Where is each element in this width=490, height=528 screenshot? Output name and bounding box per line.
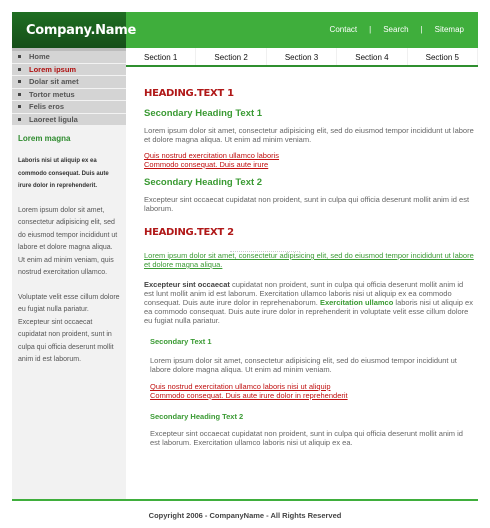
bullet-icon: [18, 93, 21, 96]
bullet-icon: [18, 68, 21, 71]
tab-section-1[interactable]: Section 1: [126, 48, 196, 65]
secondary-heading-1: Secondary Heading Text 1: [144, 108, 263, 119]
heading-2-part-a: HEADING.: [144, 227, 197, 238]
page: [12, 12, 478, 526]
paragraph-text-1: cupidatat non proident, sunt in culpa qui officia deserunt mollit anim id est lunt mollit anim id est laborum. Exercitation ullamco laboris nisi ut aliquip ex ea commodo consequat. Duis aute irure dolor in reprehenaborum.: [144, 280, 464, 307]
subsection-block: [144, 337, 474, 447]
footer-divider: [12, 499, 478, 501]
sidebar-item-tortor-metus[interactable]: [12, 89, 126, 102]
tab-section-3[interactable]: Section 3: [267, 48, 337, 65]
heading-1: [144, 88, 474, 102]
header: [12, 12, 478, 48]
secondary-heading-text-2: Secondary Heading Text 2: [150, 412, 244, 421]
section-tabs: [126, 48, 478, 67]
red-link-4[interactable]: Commodo consequat. Duis aute irure dolor in reprehenderit: [150, 391, 348, 400]
sidebar-item-label: Tortor metus: [29, 89, 75, 99]
heading-2: [144, 227, 474, 241]
nav-search-link[interactable]: Search: [383, 25, 409, 34]
top-nav: [330, 25, 464, 34]
heading-1-part-a: HEADING.: [144, 88, 197, 99]
sidebar-item-dolar-sit-amet[interactable]: [12, 76, 126, 89]
red-link-3[interactable]: Quis nostrud exercitation ullamco laboris nisi ut aliquip: [150, 382, 331, 391]
bullet-icon: [18, 80, 21, 83]
sidebar-item-label: Home: [29, 52, 50, 62]
sidebar-item-felis-eros[interactable]: [12, 101, 126, 114]
secondary-heading-2: Secondary Heading Text 2: [144, 177, 263, 188]
mixed-paragraph: [144, 280, 474, 325]
heading-1-part-b: TEXT 1: [196, 88, 234, 99]
main-content: [144, 82, 474, 447]
green-link[interactable]: Lorem ipsum dolor sit amet, consectetur adipisicing elit, sed do eiusmod tempor incididunt ut labore et dolore magna aliqua.: [144, 251, 474, 269]
paragraph-text-2: laboris nisi ut aliquip ex ea commodo consequat. Duis aute irure dolor in reprehenderit in voluptate velit esse cillum dolore eu fugiat nulla pariatur.: [144, 298, 473, 325]
bullet-icon: [18, 55, 21, 58]
nav-separator: |: [369, 25, 372, 34]
bullet-icon: [18, 105, 21, 108]
sidebar-item-label: Lorem ipsum: [29, 64, 77, 74]
sidebar: [12, 48, 126, 514]
sidebar-item-home[interactable]: [12, 51, 126, 64]
logo[interactable]: Company.Name: [12, 12, 126, 48]
sidebar-item-label: Dolar sit amet: [29, 77, 79, 87]
bullet-icon: [18, 118, 21, 121]
sidebar-item-lorem-ipsum[interactable]: [12, 64, 126, 77]
sidebar-item-label: Felis eros: [29, 102, 65, 112]
secondary-heading-text-2-body: Excepteur sint occaecat cupidatat non proident, sunt in culpa qui officia deserunt mollit anim id est laborum. Exercitation ullamco laboris nisi ut aliquip ex ea.: [150, 429, 463, 447]
nav-contact-link[interactable]: Contact: [329, 25, 358, 34]
sidebar-box-paragraph: Voluptate velit esse cillum dolore eu fugiat nulla pariatur. Excepteur sint occaecat cupidatat non proident, sunt in culpa qui officia deserunt mollit anim id est laborum.: [18, 293, 120, 363]
tab-section-2[interactable]: Section 2: [196, 48, 266, 65]
paragraph-green: Exercitation ullamco: [317, 298, 394, 307]
dotted-divider: [230, 251, 300, 252]
footer-copyright: Copyright 2006 - CompanyName - All Rights Reserved: [148, 511, 342, 520]
nav-separator: |: [420, 25, 423, 34]
sidebar-box: [12, 126, 126, 501]
secondary-text-1-heading: Secondary Text 1: [150, 337, 212, 346]
sidebar-box-paragraph: Lorem ipsum dolor sit amet, consectetur adipisicing elit, sed do eiusmod tempor incididunt ut labore et dolore magna aliqua. Ut enim ad minim veniam, quis nostrud exercitation ullamco.: [18, 206, 118, 276]
secondary-text-1-body: Lorem ipsum dolor sit amet, consectetur adipisicing elit, sed do eiusmod tempor incididunt ut labore dolore magna aliqua. Ut enim ad minim veniam.: [150, 356, 457, 374]
heading-2-part-b: TEXT 2: [196, 227, 234, 238]
secondary-body-1: Lorem ipsum dolor sit amet, consectetur adipisicing elit, sed do eiusmod tempor incididunt ut labore et dolore magna aliqua. Ut enim ad minim veniam.: [144, 126, 474, 144]
red-link-1[interactable]: Quis nostrud exercitation ullamco laboris: [144, 151, 280, 160]
tab-section-4[interactable]: Section 4: [337, 48, 407, 65]
side-nav: [12, 48, 126, 126]
sidebar-box-title: Lorem magna: [18, 134, 71, 143]
paragraph-bold: Excepteur sint occaecat: [144, 280, 230, 289]
sidebar-item-label: Laoreet ligula: [29, 114, 78, 124]
tab-section-5[interactable]: Section 5: [408, 48, 478, 65]
secondary-body-2: Excepteur sint occaecat cupidatat non proident, sunt in culpa qui officia deserunt mollit anim id est laborum.: [144, 195, 470, 213]
sidebar-item-laoreet-ligula[interactable]: [12, 114, 126, 127]
nav-sitemap-link[interactable]: Sitemap: [434, 25, 464, 34]
red-link-2[interactable]: Commodo consequat. Duis aute irure: [144, 160, 269, 169]
sidebar-box-bold-text: Laboris nisi ut aliquip ex ea commodo consequat. Duis aute irure dolor in reprehenderit.: [18, 158, 109, 189]
